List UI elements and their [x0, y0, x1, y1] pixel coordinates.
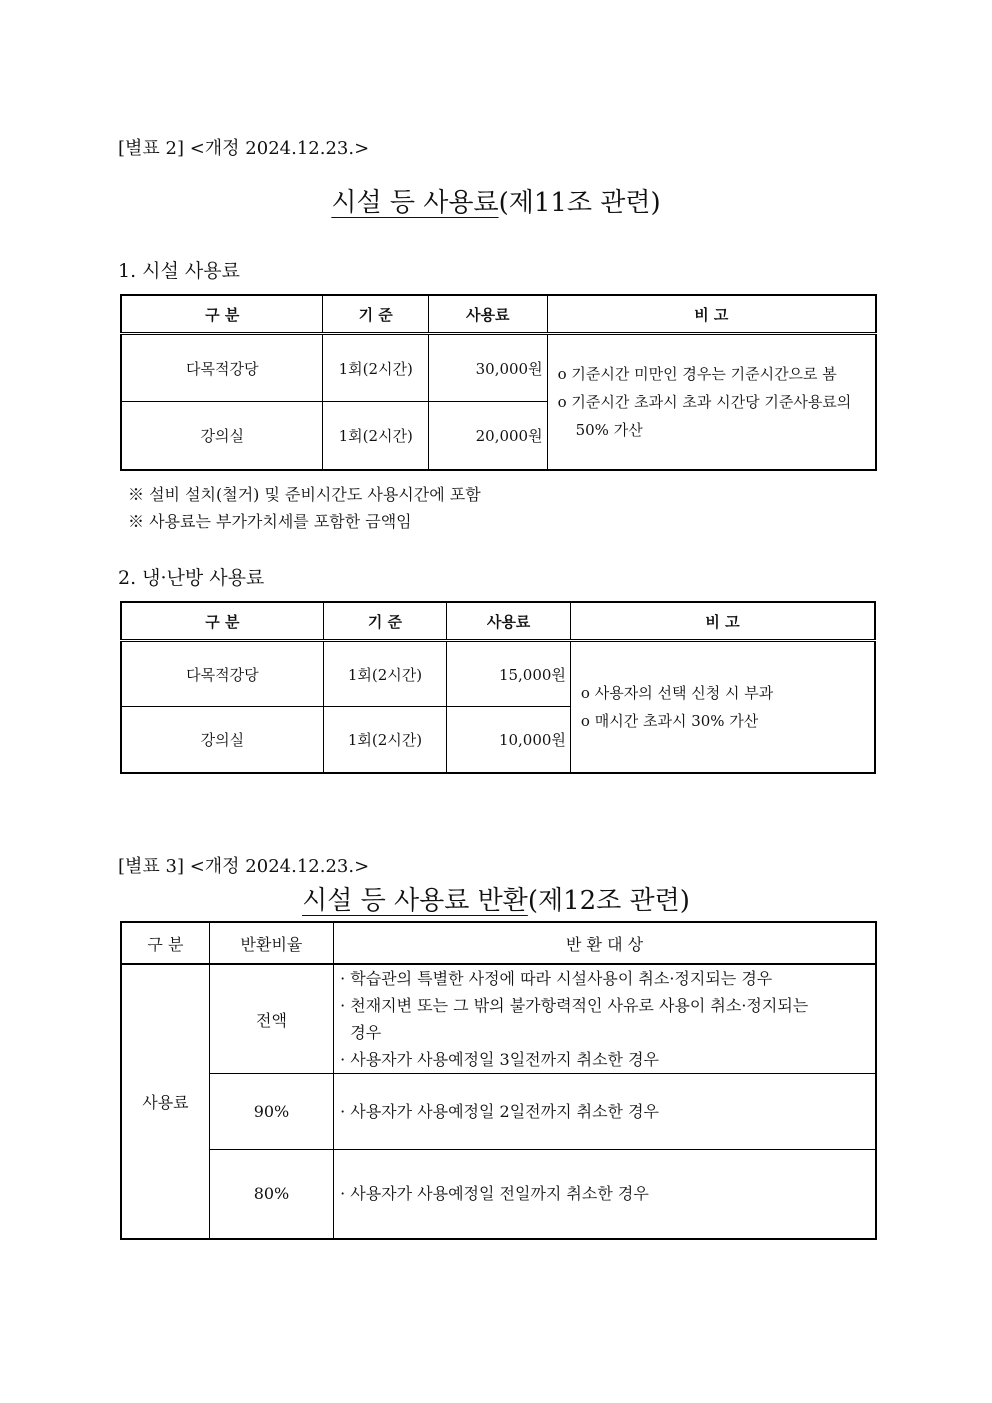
header-remarks: 비 고 — [570, 602, 875, 641]
fee-value: 30,000원 — [428, 334, 547, 402]
facility-name: 다목적강당 — [121, 641, 323, 707]
annex2-title-main: 시설 등 사용료 — [331, 188, 499, 218]
remark-line: o 사용자의 선택 신청 시 부과 — [580, 683, 774, 702]
header-refund-target: 반 환 대 상 — [334, 922, 876, 964]
header-basis: 기 준 — [323, 602, 447, 641]
remarks-cell — [547, 334, 876, 470]
facility-name: 다목적강당 — [121, 334, 323, 402]
annex3-title-ref: (제12조 관련) — [527, 886, 690, 916]
annex2-title-ref: (제11조 관련) — [498, 188, 661, 218]
refund-conditions — [334, 1150, 876, 1239]
refund-rate: 80% — [209, 1150, 333, 1239]
condition-line: · 사용자가 사용예정일 2일전까지 취소한 경우 — [340, 1102, 659, 1121]
header-category: 구 분 — [121, 295, 323, 334]
header-fee: 사용료 — [447, 602, 571, 641]
refund-category: 사용료 — [121, 964, 209, 1239]
table-row — [121, 964, 876, 1074]
table-header-row — [121, 295, 876, 334]
remark-line: o 매시간 초과시 30% 가산 — [580, 711, 759, 730]
fee-value: 10,000원 — [447, 707, 571, 773]
remark-line: 50% 가산 — [575, 420, 643, 439]
condition-line: 경우 — [340, 1023, 382, 1042]
facility-name: 강의실 — [121, 707, 323, 773]
remark-line: o 기준시간 미만인 경우는 기준시간으로 봄 — [557, 364, 837, 383]
header-category: 구 분 — [121, 602, 323, 641]
annex2-title — [0, 182, 992, 219]
remark-line: o 기준시간 초과시 초과 시간당 기준사용료의 — [557, 392, 852, 411]
annex3-title-main: 시설 등 사용료 반환 — [302, 886, 528, 916]
annex3-label: [별표 3] <개정 2024.12.23.> — [118, 856, 370, 877]
note-line: ※ 설비 설치(철거) 및 준비시간도 사용시간에 포함 — [128, 485, 481, 504]
table-header-row — [121, 922, 876, 964]
table-row — [121, 1074, 876, 1150]
section2-heading: 2. 냉·난방 사용료 — [118, 567, 265, 589]
condition-line: · 학습관의 특별한 사정에 따라 시설사용이 취소·정지되는 경우 — [340, 969, 773, 988]
annex3-title — [0, 880, 992, 917]
refund-rate: 90% — [209, 1074, 333, 1150]
table-header-row — [121, 602, 875, 641]
basis-value: 1회(2시간) — [323, 334, 429, 402]
header-refund-rate: 반환비율 — [209, 922, 333, 964]
fee-value: 15,000원 — [447, 641, 571, 707]
basis-value: 1회(2시간) — [323, 641, 447, 707]
table-row — [121, 1150, 876, 1239]
header-basis: 기 준 — [323, 295, 429, 334]
condition-line: · 사용자가 사용예정일 3일전까지 취소한 경우 — [340, 1050, 659, 1069]
header-fee: 사용료 — [428, 295, 547, 334]
section1-heading: 1. 시설 사용료 — [118, 260, 240, 282]
note-line: ※ 사용료는 부가가치세를 포함한 금액임 — [128, 512, 412, 531]
fee-value: 20,000원 — [428, 402, 547, 470]
refund-rate: 전액 — [209, 964, 333, 1074]
table-row — [121, 334, 876, 402]
heating-cooling-fee-table — [120, 601, 876, 774]
condition-line: · 천재지변 또는 그 밖의 불가항력적인 사유로 사용이 취소·정지되는 — [340, 996, 809, 1015]
refund-conditions — [334, 1074, 876, 1150]
header-category: 구 분 — [121, 922, 209, 964]
basis-value: 1회(2시간) — [323, 402, 429, 470]
facility-name: 강의실 — [121, 402, 323, 470]
remarks-cell — [570, 641, 875, 773]
facility-fee-table — [120, 294, 877, 471]
header-remarks: 비 고 — [547, 295, 876, 334]
annex2-label: [별표 2] <개정 2024.12.23.> — [118, 138, 370, 159]
table-row — [121, 641, 875, 707]
basis-value: 1회(2시간) — [323, 707, 447, 773]
refund-conditions — [334, 964, 876, 1074]
refund-table — [120, 921, 877, 1240]
condition-line: · 사용자가 사용예정일 전일까지 취소한 경우 — [340, 1184, 649, 1204]
